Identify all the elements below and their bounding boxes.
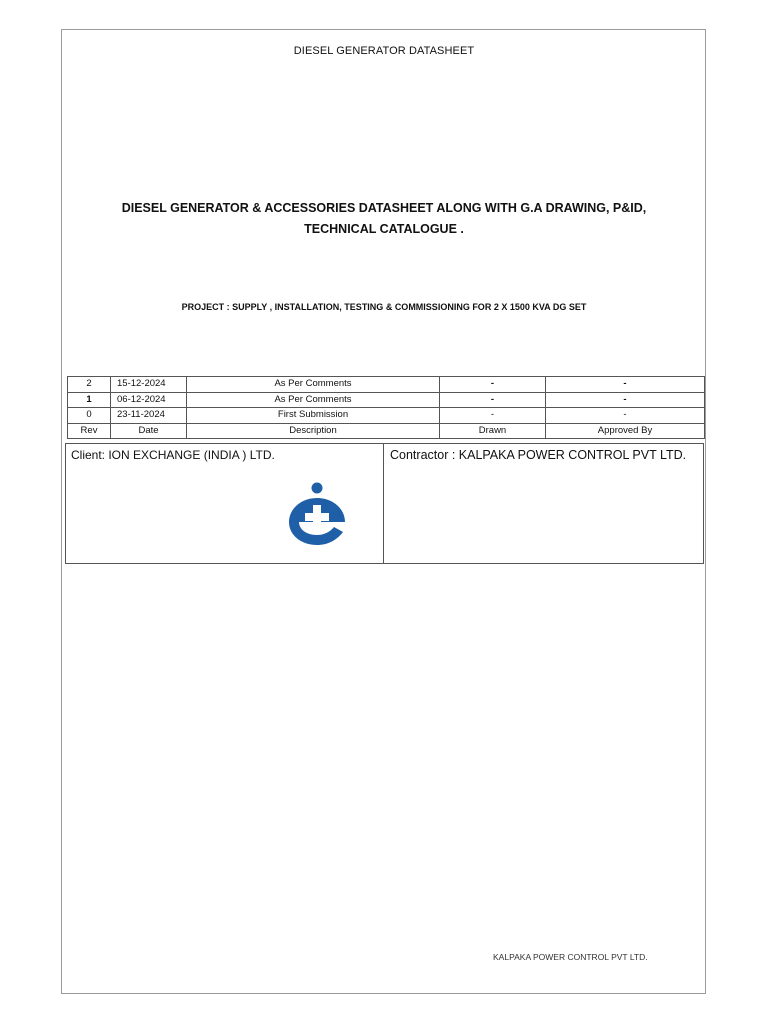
approved-cell: - — [546, 392, 705, 408]
table-header-row — [68, 423, 705, 439]
footer-company: KALPAKA POWER CONTROL PVT LTD. — [493, 952, 648, 962]
description-cell: As Per Comments — [187, 377, 440, 393]
document-header-title: DIESEL GENERATOR DATASHEET — [293, 45, 475, 57]
drawn-cell: - — [440, 408, 546, 424]
approved-cell: - — [546, 408, 705, 424]
project-description: PROJECT : SUPPLY , INSTALLATION, TESTING & COMMISSIONING FOR 2 X 1500 KVA DG SET — [181, 302, 587, 312]
client-label: Client: ION EXCHANGE (INDIA ) LTD. — [71, 448, 275, 462]
approved-header: Approved By — [546, 423, 705, 439]
rev-header: Rev — [68, 423, 111, 439]
table-row — [68, 392, 705, 408]
contractor-section — [384, 444, 703, 563]
drawn-cell: - — [440, 392, 546, 408]
table-row — [68, 408, 705, 424]
revision-table — [67, 376, 705, 439]
date-cell: 06-12-2024 — [111, 392, 187, 408]
rev-cell: 2 — [68, 377, 111, 393]
date-header: Date — [111, 423, 187, 439]
main-title-line-1: DIESEL GENERATOR & ACCESSORIES DATASHEET ALONG WITH G.A DRAWING, P&ID, — [121, 201, 647, 215]
description-header: Description — [187, 423, 440, 439]
drawn-cell: - — [440, 377, 546, 393]
table-row — [68, 377, 705, 393]
parties-box — [65, 443, 704, 564]
ion-exchange-logo-icon — [286, 480, 348, 546]
contractor-label: Contractor : KALPAKA POWER CONTROL PVT LTD. — [390, 448, 687, 462]
drawn-header: Drawn — [440, 423, 546, 439]
description-cell: First Submission — [187, 408, 440, 424]
date-cell: 15-12-2024 — [111, 377, 187, 393]
client-section — [66, 444, 384, 563]
document-main-title — [0, 198, 768, 240]
rev-cell: 0 — [68, 408, 111, 424]
main-title-line-2: TECHNICAL CATALOGUE . — [304, 222, 464, 236]
date-cell: 23-11-2024 — [111, 408, 187, 424]
description-cell: As Per Comments — [187, 392, 440, 408]
rev-cell: 1 — [68, 392, 111, 408]
approved-cell: - — [546, 377, 705, 393]
